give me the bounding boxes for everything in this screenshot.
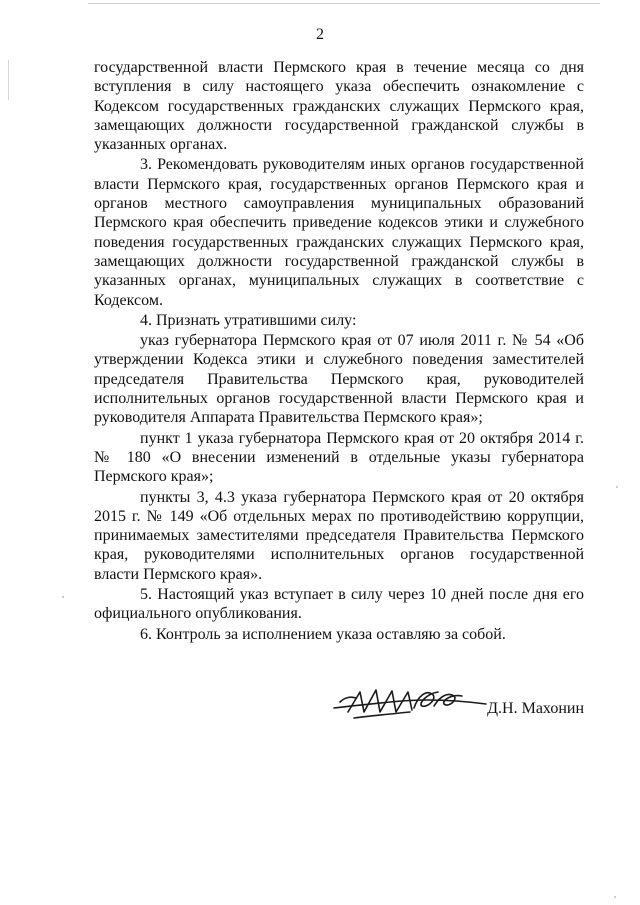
handwritten-signature	[330, 682, 490, 724]
document-body	[94, 58, 584, 644]
paragraph-item-5: 5. Настоящий указ вступает в силу через 10 дней после дня его официального опубликования.	[94, 586, 584, 623]
scan-margin-mark	[8, 60, 9, 100]
paragraph-continuation: государственной власти Пермского края в течение месяца со дня вступления в силу настоящего указа обеспечить ознакомление с Кодексом государственных гражданских служащих Пермского края, замещающих должности государственной гражданской службы в указанных органах.	[94, 59, 584, 154]
paragraph-repealed-decree-2015: пункты 3, 4.3 указа губернатора Пермского края от 20 октября 2015 г. № 149 «Об отдельных мерах по противодействию коррупции, принимаемых заместителями председателя Правительства Пермского края, руководителями исполнительных органов государственной власти Пермского края».	[94, 488, 584, 583]
paragraph-repealed-decree-2011: указ губернатора Пермского края от 07 июля 2011 г. № 54 «Об утверждении Кодекса этики и служебного поведения заместителей председателя Правительства Пермского края, руководителей исполнительных органов государственной власти Пермского края и руководителя Аппарата Правительства Пермского края»;	[94, 332, 584, 427]
signer-name: Д.Н. Махонин	[487, 700, 584, 717]
scan-speck	[616, 486, 618, 488]
paragraph-repealed-decree-2014: пункт 1 указа губернатора Пермского края от 20 октября 2014 г. № 180 «О внесении изменений в отдельные указы губернатора Пермского края»;	[94, 429, 584, 486]
paragraph-item-3: 3. Рекомендовать руководителям иных органов государственной власти Пермского края, государственных органов Пермского края и органов местного самоуправления муниципальных образований Пермского края обеспечить приведение кодексов этики и служебного поведения государственных гражданских служащих Пермского края, замещающих должности государственной гражданской службы в указанных органах, муниципальных служащих в соответствие с Кодексом.	[94, 156, 584, 309]
paragraph-item-4: 4. Признать утратившими силу:	[140, 311, 357, 329]
scan-speck	[62, 596, 64, 598]
scan-speck	[614, 896, 616, 898]
page-number: 2	[316, 26, 324, 43]
paragraph-item-6: 6. Контроль за исполнением указа оставляю за собой.	[140, 625, 506, 643]
top-edge-rule	[88, 3, 600, 4]
signature-block	[330, 682, 590, 732]
